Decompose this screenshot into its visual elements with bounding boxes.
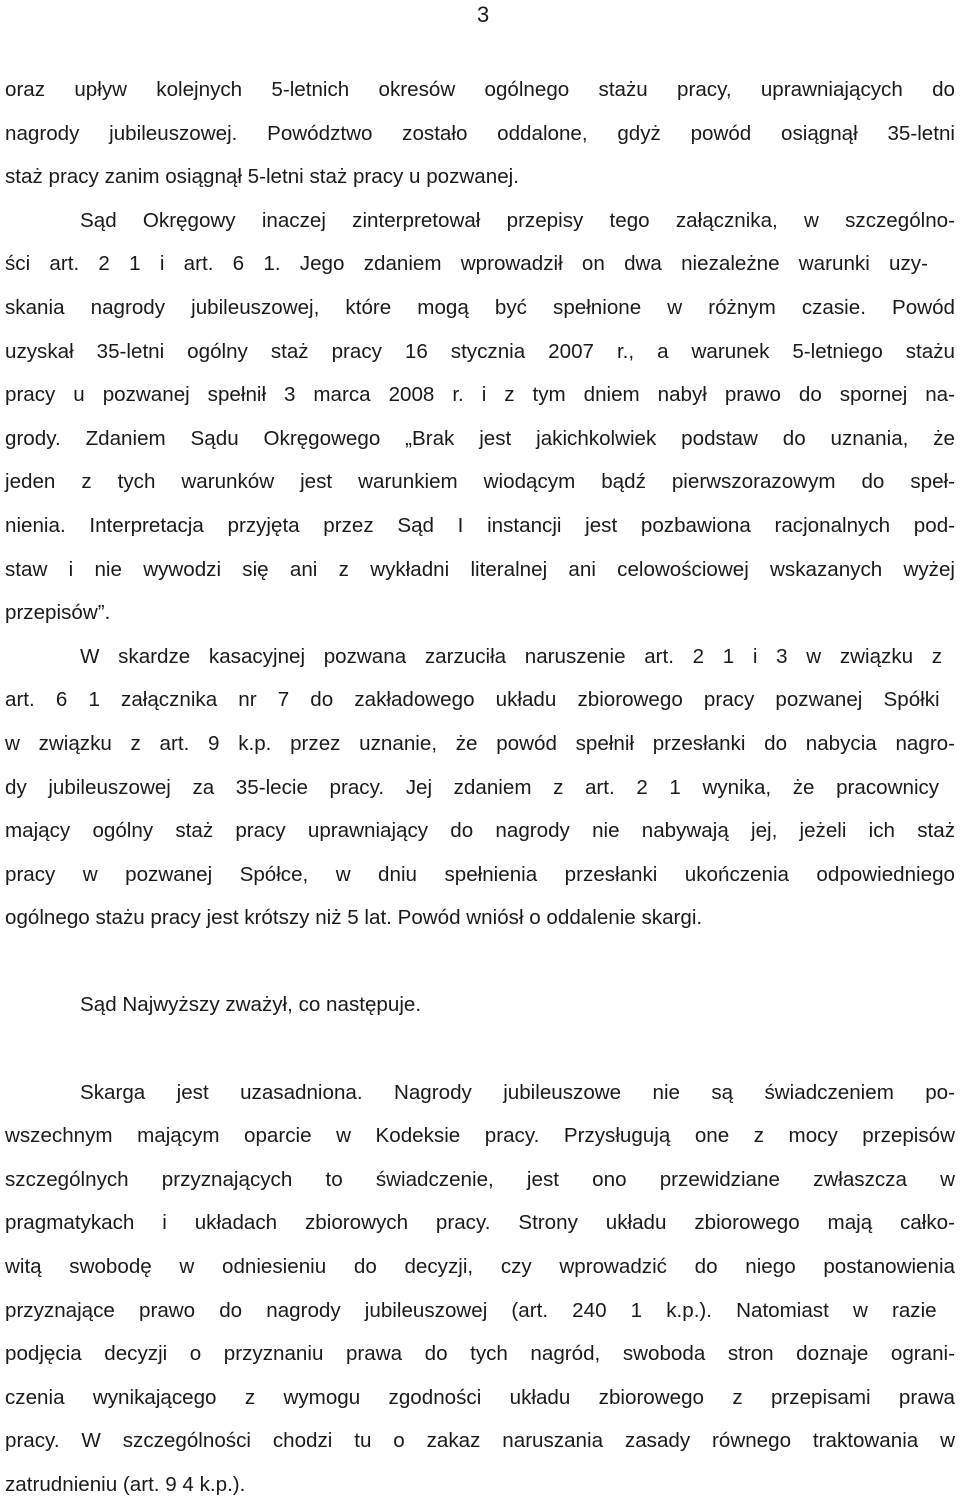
paragraph-line: zatrudnieniu (art. 9 4 k.p.). xyxy=(5,1473,246,1496)
paragraph-line: dy jubileuszowej za 35-lecie pracy. Jej zdaniem z art. 2 1 wynika, że pracownicy xyxy=(5,775,940,799)
paragraph-line: pragmatykach i układach zbiorowych pracy. Strony układu zbiorowego mają całko- xyxy=(5,1211,955,1235)
paragraph-line: pracy u pozwanej spełnił 3 marca 2008 r. i z tym dniem nabył prawo do spornej na- xyxy=(5,383,955,407)
section-heading: Sąd Najwyższy zważył, co następuje. xyxy=(80,993,422,1017)
paragraph-line: mający ogólny staż pracy uprawniający do nagrody nie nabywają jej, jeżeli ich staż xyxy=(5,819,955,843)
paragraph-line: szczególnych przyznających to świadczenie, jest ono przewidziane zwłaszcza w xyxy=(5,1167,955,1191)
paragraph-line: czenia wynikającego z wymogu zgodności układu zbiorowego z przepisami prawa xyxy=(5,1385,955,1409)
paragraph-line: Sąd Okręgowy inaczej zinterpretował przepisy tego załącznika, w szczególno- xyxy=(80,208,955,232)
document-body xyxy=(5,68,955,1507)
paragraph-line: staż pracy zanim osiągnął 5-letni staż pracy u pozwanej. xyxy=(5,165,519,189)
paragraph-line: W skardze kasacyjnej pozwana zarzuciła naruszenie art. 2 1 i 3 w związku z xyxy=(80,644,943,668)
spacer xyxy=(5,940,955,984)
paragraph-line: grody. Zdaniem Sądu Okręgowego „Brak jest jakichkolwiek podstaw do uznania, że xyxy=(5,426,955,450)
paragraph-line: przyznające prawo do nagrody jubileuszowej (art. 240 1 k.p.). Natomiast w razie xyxy=(5,1298,937,1322)
paragraph-line: pracy. W szczególności chodzi tu o zakaz naruszania zasady równego traktowania w xyxy=(5,1429,955,1453)
paragraph-line: uzyskał 35-letni ogólny staż pracy 16 stycznia 2007 r., a warunek 5-letniego stażu xyxy=(5,339,955,363)
page-number: 3 xyxy=(477,2,490,27)
paragraph-line: nienia. Interpretacja przyjęta przez Sąd I instancji jest pozbawiona racjonalnych pod- xyxy=(5,513,955,537)
paragraph-line: witą swobodę w odniesieniu do decyzji, czy wprowadzić do niego postanowienia xyxy=(5,1255,955,1279)
paragraph-line: pracy w pozwanej Spółce, w dniu spełnienia przesłanki ukończenia odpowiedniego xyxy=(5,862,955,886)
paragraph-line: przepisów”. xyxy=(5,601,111,625)
paragraph-line: Skarga jest uzasadniona. Nagrody jubileuszowe nie są świadczeniem po- xyxy=(80,1080,955,1104)
paragraph-line: ogólnego stażu pracy jest krótszy niż 5 lat. Powód wniósł o oddalenie skargi. xyxy=(5,906,703,930)
paragraph-line: nagrody jubileuszowej. Powództwo zostało oddalone, gdyż powód osiągnął 35-letni xyxy=(5,121,955,145)
paragraph-line: art. 6 1 załącznika nr 7 do zakładowego układu zbiorowego pracy pozwanej Spółki xyxy=(5,688,940,712)
paragraph-line: w związku z art. 9 k.p. przez uznanie, że powód spełnił przesłanki do nabycia nagro- xyxy=(5,731,955,755)
paragraph-line: wszechnym mającym oparcie w Kodeksie pracy. Przysługują one z mocy przepisów xyxy=(5,1124,955,1148)
paragraph-line: oraz upływ kolejnych 5-letnich okresów ogólnego stażu pracy, uprawniających do xyxy=(5,78,955,101)
spacer xyxy=(5,1027,955,1071)
paragraph-line: podjęcia decyzji o przyznaniu prawa do tych nagród, swoboda stron doznaje ograni- xyxy=(5,1342,955,1366)
paragraph-line: jeden z tych warunków jest warunkiem wiodącym bądź pierwszorazowym do speł- xyxy=(5,470,955,494)
paragraph-line: skania nagrody jubileuszowej, które mogą być spełnione w różnym czasie. Powód xyxy=(5,295,955,319)
paragraph-line: staw i nie wywodzi się ani z wykładni literalnej ani celowościowej wskazanych wyżej xyxy=(5,557,955,581)
paragraph-line: ści art. 2 1 i art. 6 1. Jego zdaniem wprowadził on dwa niezależne warunki uzy- xyxy=(5,252,928,276)
